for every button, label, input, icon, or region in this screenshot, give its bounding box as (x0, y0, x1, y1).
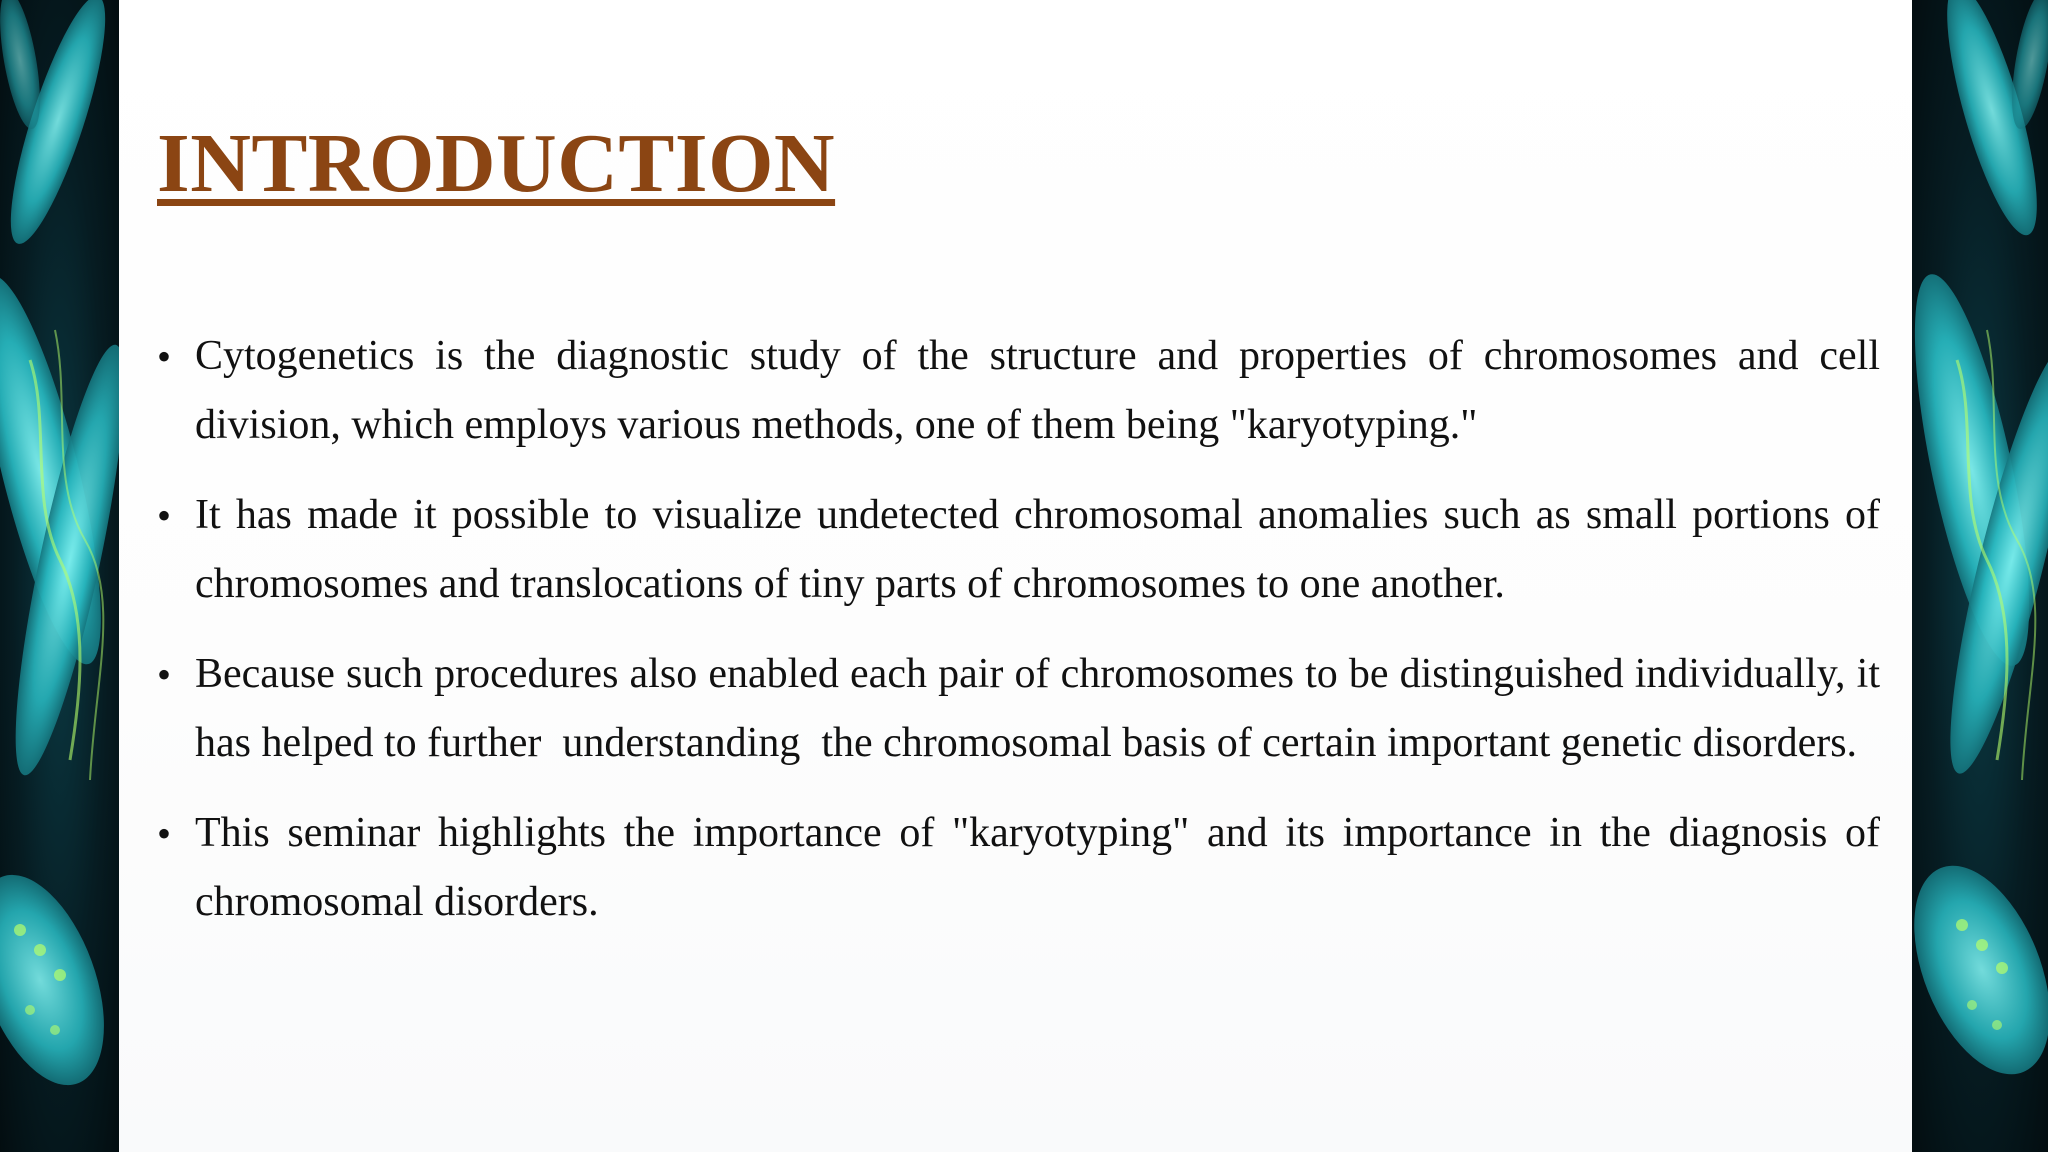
bullet-text: This seminar highlights the importance of "karyotyping" and its importance in the diagnosis of chromosomal disorders. (195, 810, 1891, 925)
bullet-item (157, 481, 1891, 619)
chromosome-illustration-right (1912, 0, 2048, 1152)
bullet-text: It has made it possible to visualize undetected chromosomal anomalies such as small portions of chromosomes and translocations of tiny parts of chromosomes to one another. (195, 492, 1891, 607)
slide-title: INTRODUCTION (157, 117, 836, 210)
bullet-marker: • (157, 493, 172, 538)
bullet-marker: • (157, 811, 172, 856)
bullet-item (157, 799, 1891, 937)
bullet-text: Cytogenetics is the diagnostic study of the structure and properties of chromosomes and cell division, which employs various methods, one of them being "karyotyping." (195, 333, 1891, 448)
bullet-marker: • (157, 652, 172, 697)
left-chromosome-panel (0, 0, 119, 1152)
right-chromosome-panel (1912, 0, 2048, 1152)
bullet-list (157, 322, 1891, 958)
bullet-text: Because such procedures also enabled each pair of chromosomes to be distinguished individually, it has helped to further understanding the chromosomal basis of certain important genetic disorders. (195, 651, 1891, 766)
bullet-marker: • (157, 334, 172, 379)
bullet-item (157, 640, 1891, 778)
chromosome-illustration-left (0, 0, 119, 1152)
bullet-item (157, 322, 1891, 460)
slide-content (119, 0, 1912, 1152)
